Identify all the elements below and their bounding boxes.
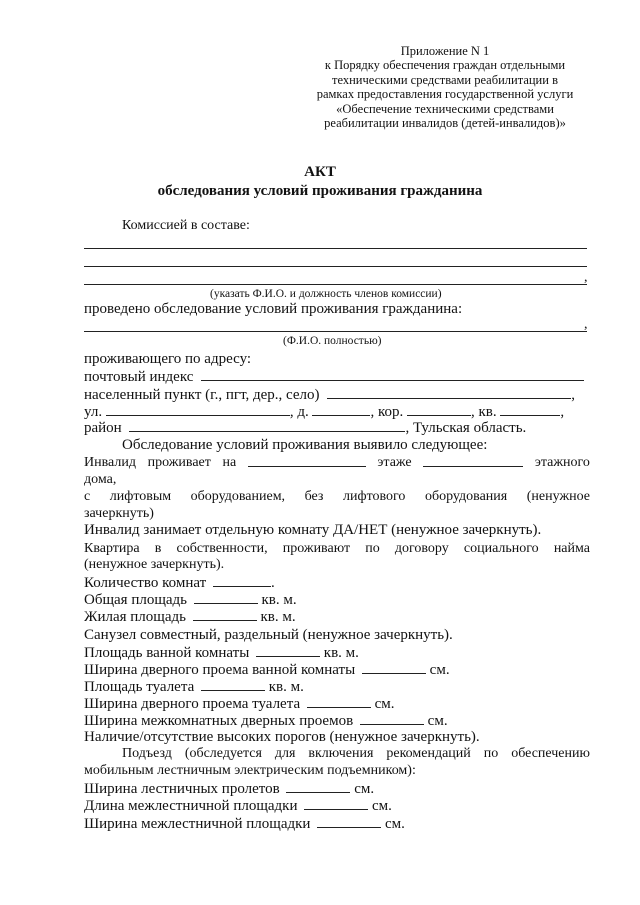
- room-text: Инвалид занимает отдельную комнату ДА/НЕТ (ненужное зачеркнуть).: [84, 522, 542, 538]
- toilet-area-row: [84, 679, 304, 696]
- appendix-line: реабилитации инвалидов (детей-инвалидов)»: [324, 116, 566, 131]
- landing-length-row: [84, 798, 392, 815]
- street-row: [84, 404, 564, 421]
- ownership-line2: (ненужное зачеркнуть).: [84, 557, 225, 572]
- word: по: [365, 541, 380, 556]
- bathroom-door-row: [84, 662, 450, 679]
- word: по: [483, 746, 499, 761]
- word: собственности,: [176, 541, 268, 556]
- word: (обследуется: [184, 746, 262, 761]
- commission-blank-2[interactable]: [84, 266, 587, 267]
- landing-width-field[interactable]: [317, 816, 381, 828]
- word: оборудования: [424, 489, 508, 504]
- word: без: [304, 489, 324, 504]
- floor-row: [84, 455, 590, 471]
- word: (ненужное: [526, 489, 590, 504]
- apartment-field[interactable]: [500, 404, 560, 416]
- rooms-count-label: Количество комнат: [84, 575, 207, 591]
- street-field[interactable]: [106, 404, 290, 416]
- word: для: [274, 746, 296, 761]
- comma: ,: [571, 387, 576, 403]
- fio-hint: (Ф.И.О. полностью): [283, 335, 382, 347]
- word: оборудованием,: [190, 489, 286, 504]
- word: рекомендаций: [386, 746, 471, 761]
- unit: см.: [429, 662, 450, 678]
- word: на: [222, 455, 237, 470]
- word: лифтового: [343, 489, 406, 504]
- word: этаже: [377, 455, 412, 470]
- word: лифтовым: [109, 489, 172, 504]
- word: Инвалид: [84, 455, 136, 470]
- word: социального: [463, 541, 539, 556]
- total-area-field[interactable]: [194, 592, 258, 604]
- district-row: [84, 420, 526, 437]
- word: с: [84, 489, 91, 504]
- survey-done-text: проведено обследование условий проживания гражданина:: [84, 301, 463, 317]
- settlement-label: населенный пункт (г., пгт, дер., село): [84, 387, 320, 403]
- living-area-field[interactable]: [193, 609, 257, 621]
- comma: ,: [584, 270, 588, 285]
- district-label: район: [84, 420, 122, 436]
- postal-code-row: [84, 369, 584, 386]
- unit: кв. м.: [268, 679, 304, 695]
- unit: см.: [374, 696, 395, 712]
- appendix-line: «Обеспечение техническими средствами: [336, 101, 554, 116]
- toilet-area-label: Площадь туалета: [84, 679, 195, 695]
- commission-label: Комиссией в составе:: [122, 218, 250, 233]
- entrance-line2: мобильным лестничным электрическим подъемником):: [84, 763, 416, 778]
- word: этажного: [534, 455, 590, 470]
- bathroom-door-label: Ширина дверного проема ванной комнаты: [84, 662, 356, 678]
- settlement-row: [84, 387, 575, 404]
- settlement-field[interactable]: [327, 387, 571, 399]
- commission-hint: (указать Ф.И.О. и должность членов комиссии): [210, 288, 442, 300]
- bathroom-type-text: Санузел совместный, раздельный (ненужное зачеркнуть).: [84, 627, 453, 643]
- fio-blank[interactable]: [84, 331, 587, 332]
- unit: см.: [427, 713, 448, 729]
- appendix-line: Приложение N 1: [400, 44, 490, 58]
- appendix-line: техническими средствами реабилитации в: [332, 72, 558, 87]
- toilet-door-label: Ширина дверного проема туалета: [84, 696, 301, 712]
- building-field[interactable]: [407, 404, 471, 416]
- region-label: , Тульская область.: [405, 420, 527, 436]
- commission-blank-1[interactable]: [84, 248, 587, 249]
- appendix-line: к Порядку обеспечения граждан отдельными: [324, 58, 566, 73]
- word: проживает: [147, 455, 211, 470]
- comma: ,: [560, 404, 565, 420]
- word: включения: [308, 746, 374, 761]
- word: Подъезд: [122, 746, 172, 761]
- bathroom-area-field[interactable]: [256, 645, 320, 657]
- unit: см.: [372, 798, 392, 814]
- appendix-header: [300, 44, 590, 130]
- interroom-doors-field[interactable]: [360, 713, 424, 725]
- stair-width-label: Ширина лестничных пролетов: [84, 781, 280, 797]
- floor-field[interactable]: [248, 455, 366, 467]
- floors-total-field[interactable]: [423, 455, 523, 467]
- entrance-row: [122, 746, 590, 762]
- postal-code-field[interactable]: [201, 369, 584, 381]
- elevator-line2: зачеркнуть): [84, 506, 154, 521]
- comma: ,: [584, 317, 588, 332]
- appendix-line: рамках предоставления государственной услуги: [316, 87, 574, 102]
- apartment-label: , кв.: [471, 404, 497, 420]
- unit: кв. м.: [260, 609, 296, 625]
- elevator-row: [84, 489, 590, 505]
- toilet-area-field[interactable]: [201, 679, 265, 691]
- unit: см.: [384, 816, 405, 832]
- unit: см.: [354, 781, 375, 797]
- result-intro: Обследование условий проживания выявило следующее:: [122, 437, 488, 453]
- living-at-text: проживающего по адресу:: [84, 351, 252, 367]
- commission-blank-3[interactable]: [84, 284, 587, 285]
- district-field[interactable]: [129, 420, 405, 432]
- toilet-door-row: [84, 696, 395, 713]
- toilet-door-field[interactable]: [307, 696, 371, 708]
- landing-length-field[interactable]: [304, 798, 368, 810]
- bathroom-door-field[interactable]: [362, 662, 426, 674]
- period: .: [270, 575, 275, 591]
- landing-width-row: [84, 816, 405, 833]
- word: обеспечению: [511, 746, 590, 761]
- document-title: АКТ: [304, 164, 336, 180]
- rooms-count-row: [84, 575, 275, 592]
- interroom-doors-row: [84, 713, 448, 730]
- unit: кв. м.: [261, 592, 297, 608]
- total-area-label: Общая площадь: [84, 592, 188, 608]
- living-area-label: Жилая площадь: [84, 609, 186, 625]
- bathroom-area-label: Площадь ванной комнаты: [84, 645, 250, 661]
- document-subtitle: обследования условий проживания гражданина: [157, 183, 483, 199]
- building-label: , кор.: [370, 404, 404, 420]
- word: в: [154, 541, 162, 556]
- living-area-row: [84, 609, 296, 626]
- interroom-doors-label: Ширина межкомнатных дверных проемов: [84, 713, 354, 729]
- landing-length-label: Длина межлестничной площадки: [84, 798, 298, 814]
- house-label: , д.: [289, 404, 309, 420]
- word: Квартира: [84, 541, 140, 556]
- stair-width-row: [84, 781, 374, 798]
- landing-width-label: Ширина межлестничной площадки: [84, 816, 311, 832]
- postal-code-label: почтовый индекс: [84, 369, 194, 385]
- rooms-count-field[interactable]: [213, 575, 271, 587]
- word: договору: [394, 541, 449, 556]
- unit: кв. м.: [323, 645, 359, 661]
- street-label: ул.: [84, 404, 103, 420]
- bathroom-area-row: [84, 645, 359, 662]
- word: проживают: [282, 541, 351, 556]
- ownership-row: [84, 541, 590, 557]
- stair-width-field[interactable]: [286, 781, 350, 793]
- word: найма: [553, 541, 590, 556]
- total-area-row: [84, 592, 297, 609]
- thresholds-text: Наличие/отсутствие высоких порогов (ненужное зачеркнуть).: [84, 729, 480, 745]
- house-field[interactable]: [312, 404, 370, 416]
- floor-line2: дома,: [84, 472, 117, 487]
